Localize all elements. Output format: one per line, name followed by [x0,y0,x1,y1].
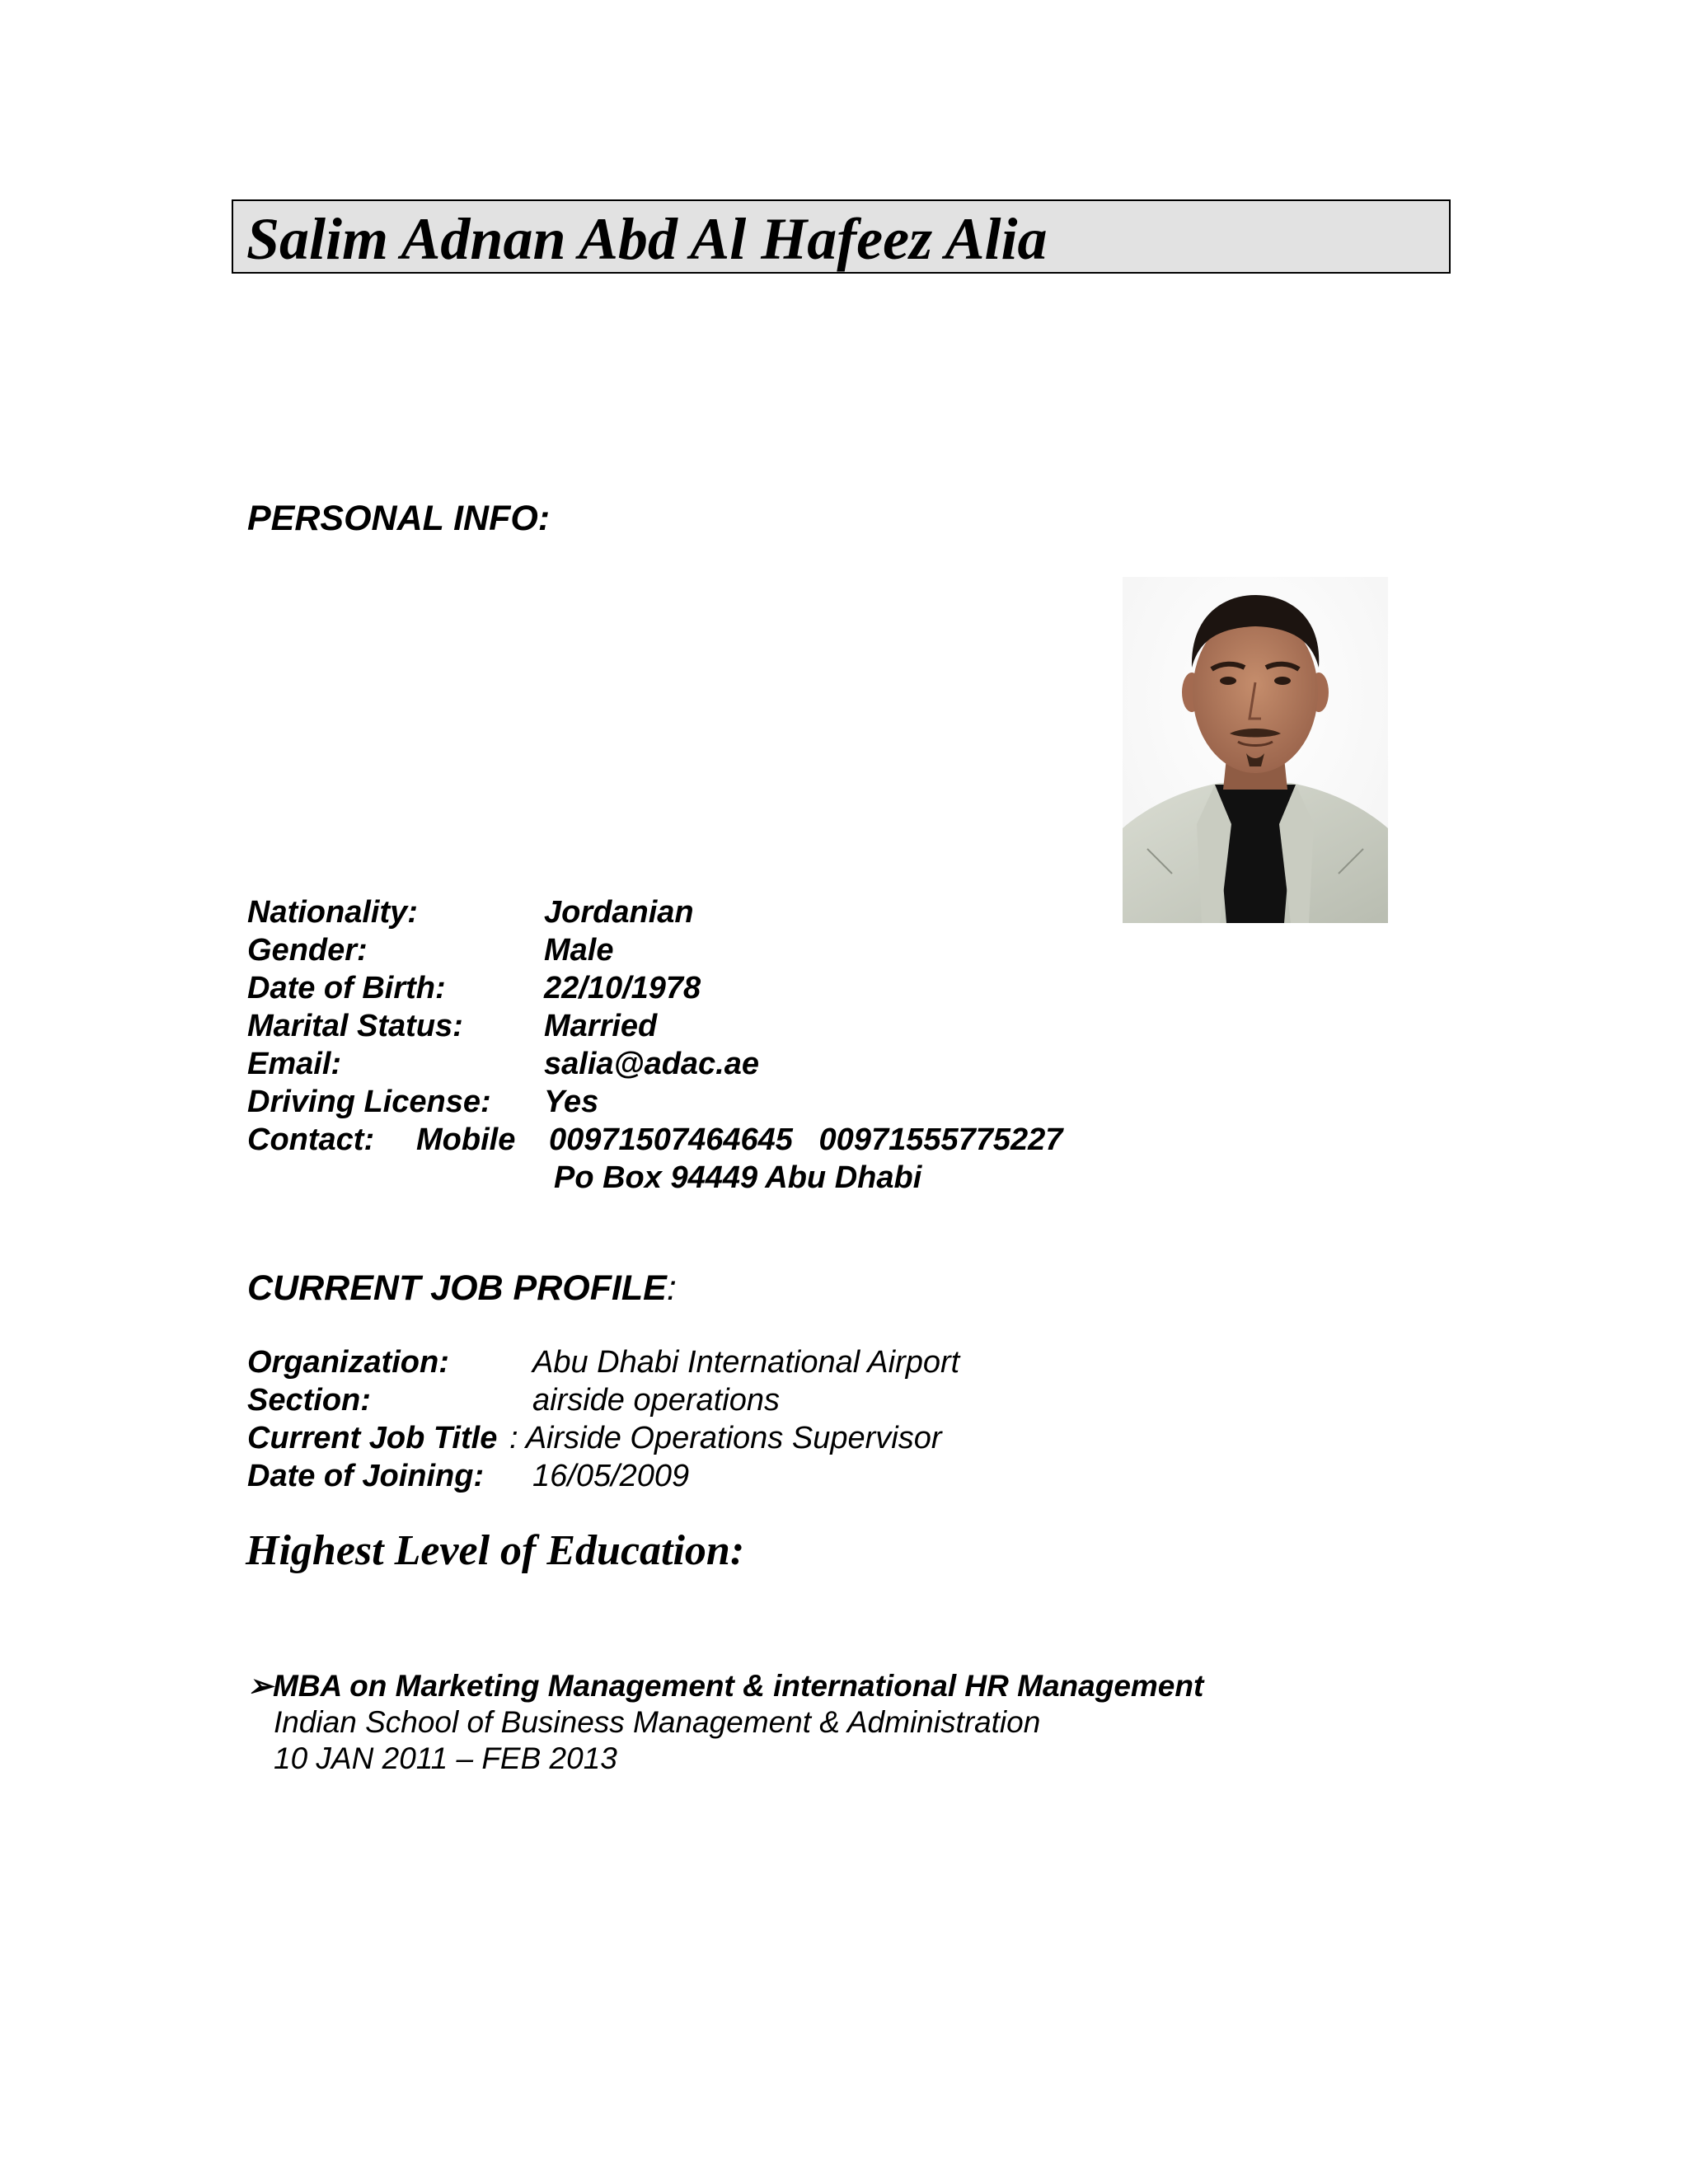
education-heading: Highest Level of Education: [246,1527,745,1574]
field-label: Date of Joining: [247,1459,485,1493]
job-profile-heading [247,1268,677,1309]
profile-photo [1123,577,1388,923]
education-degree: MBA on Marketing Management & international HR Management [273,1669,1204,1703]
field-value: 22/10/1978 [544,971,701,1005]
field-label: Date of Birth: [247,971,446,1005]
field-label: Email: [247,1047,342,1081]
field-row-email [247,1045,1154,1083]
personal-info-heading: PERSONAL INFO: [247,499,551,538]
contact-phones: 00971507464645 00971555775227 [549,1122,1063,1157]
field-label: Current Job Title [247,1421,498,1455]
field-label: Driving License: [247,1085,491,1119]
field-row-date-of-birth [247,969,1154,1007]
field-label: Marital Status: [247,1009,463,1043]
job-row-organization [247,1343,1154,1381]
field-value: Male [544,933,614,968]
job-row-title [247,1419,1154,1457]
field-value: : Airside Operations Supervisor [509,1421,942,1455]
field-row-nationality [247,893,1154,931]
name-header-box [232,199,1451,274]
field-row-driving-license [247,1083,1154,1121]
field-row-contact [247,1121,1154,1159]
education-degree-line [247,1668,1203,1704]
personal-info-list [247,893,1154,1195]
contact-address: Po Box 94449 Abu Dhabi [554,1160,922,1195]
field-row-address [247,1159,1154,1197]
job-row-date-of-joining [247,1457,1154,1495]
field-label: Section: [247,1383,371,1418]
field-value: Jordanian [544,895,694,930]
field-row-marital-status [247,1007,1154,1045]
job-profile-list [247,1343,1154,1500]
field-value: 16/05/2009 [532,1459,690,1493]
education-school: Indian School of Business Management & Administration [274,1705,1041,1739]
education-dates: 10 JAN 2011 – FEB 2013 [274,1741,617,1775]
field-value: Married [544,1009,658,1043]
job-row-section [247,1381,1154,1419]
field-value: Abu Dhabi International Airport [532,1345,960,1380]
bullet-arrow-icon: ➢ [247,1669,274,1703]
field-label: Organization: [247,1345,449,1380]
job-profile-heading-text: CURRENT JOB PROFILE [247,1268,667,1308]
contact-sublabel: Mobile [416,1122,516,1157]
education-item [247,1668,1401,1783]
field-label: Nationality: [247,895,418,930]
candidate-name: Salim Adnan Abd Al Hafeez Alia [246,206,1048,272]
field-label: Gender: [247,933,368,968]
field-row-gender [247,931,1154,969]
job-profile-heading-colon: : [666,1268,677,1308]
field-value: Yes [544,1085,599,1119]
field-value: airside operations [532,1383,780,1418]
contact-label: Contact: [247,1122,375,1157]
email-value[interactable]: salia@adac.ae [544,1047,760,1081]
